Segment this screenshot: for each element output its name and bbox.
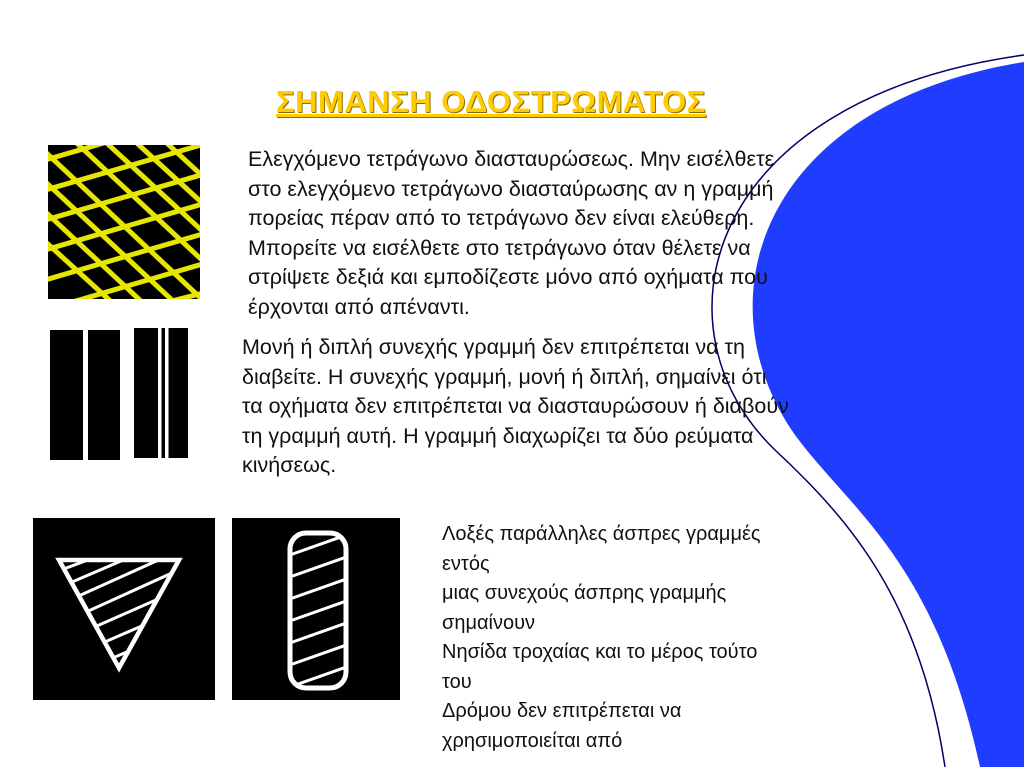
paragraph-continuous-line bbox=[242, 333, 982, 481]
text-line: τα οχήματα δεν επιτρέπεται να διασταυρώσουν ή διαβούν bbox=[242, 394, 789, 418]
text-line: Λοξές παράλληλες άσπρες γραμμές bbox=[442, 523, 761, 545]
paragraph-traffic-island bbox=[442, 520, 882, 756]
text-line: σημαίνουν bbox=[442, 611, 536, 634]
text-line: Μονή ή διπλή συνεχής γραμμή δεν επιτρέπεται να τη bbox=[242, 335, 745, 359]
single-continuous-line-sign bbox=[50, 330, 120, 460]
text-line: τη γραμμή αυτή. Η γραμμή διαχωρίζει τα δύο ρεύματα bbox=[242, 423, 754, 448]
text-line: στρίψετε δεξιά και εμποδίζεστε μόνο από οχήματα που bbox=[248, 265, 768, 289]
double-continuous-line-sign bbox=[134, 328, 188, 458]
text-line: στο ελεγχόμενο τετράγωνο διασταύρωσης αν η γραμμή bbox=[248, 176, 774, 201]
text-line: κινήσεως. bbox=[242, 453, 337, 477]
paragraph-box-junction bbox=[248, 145, 978, 322]
text-line: Ελεγχόμενο τετράγωνο διασταυρώσεως. Μην εισέλθετε bbox=[248, 147, 775, 171]
text-line: Μπορείτε να εισέλθετε στο τετράγωνο όταν θέλετε να bbox=[248, 235, 751, 260]
text-line: εντός bbox=[442, 552, 490, 575]
text-line: του bbox=[442, 670, 472, 693]
text-line: διαβείτε. Η συνεχής γραμμή, μονή ή διπλή, σημαίνει ότι bbox=[242, 364, 767, 389]
hatched-triangle-island-sign bbox=[33, 518, 215, 700]
hatched-rounded-island-sign bbox=[232, 518, 400, 700]
text-line: πορείας πέραν από το τετράγωνο δεν είναι ελεύθερη. bbox=[248, 206, 755, 230]
text-line: έρχονται από απέναντι. bbox=[248, 294, 470, 319]
text-line: χρησιμοποιείται από bbox=[442, 729, 623, 752]
text-line: μιας συνεχούς άσπρης γραμμής bbox=[442, 582, 727, 604]
slide-title: ΣΗΜΑΝΣΗ ΟΔΟΣΤΡΩΜΑΤΟΣ bbox=[276, 84, 706, 119]
text-line: Νησίδα τροχαίας και το μέρος τούτο bbox=[442, 641, 758, 663]
text-line: Δρόμου δεν επιτρέπεται να bbox=[442, 700, 682, 722]
yellow-crosshatch-sign bbox=[48, 145, 200, 299]
